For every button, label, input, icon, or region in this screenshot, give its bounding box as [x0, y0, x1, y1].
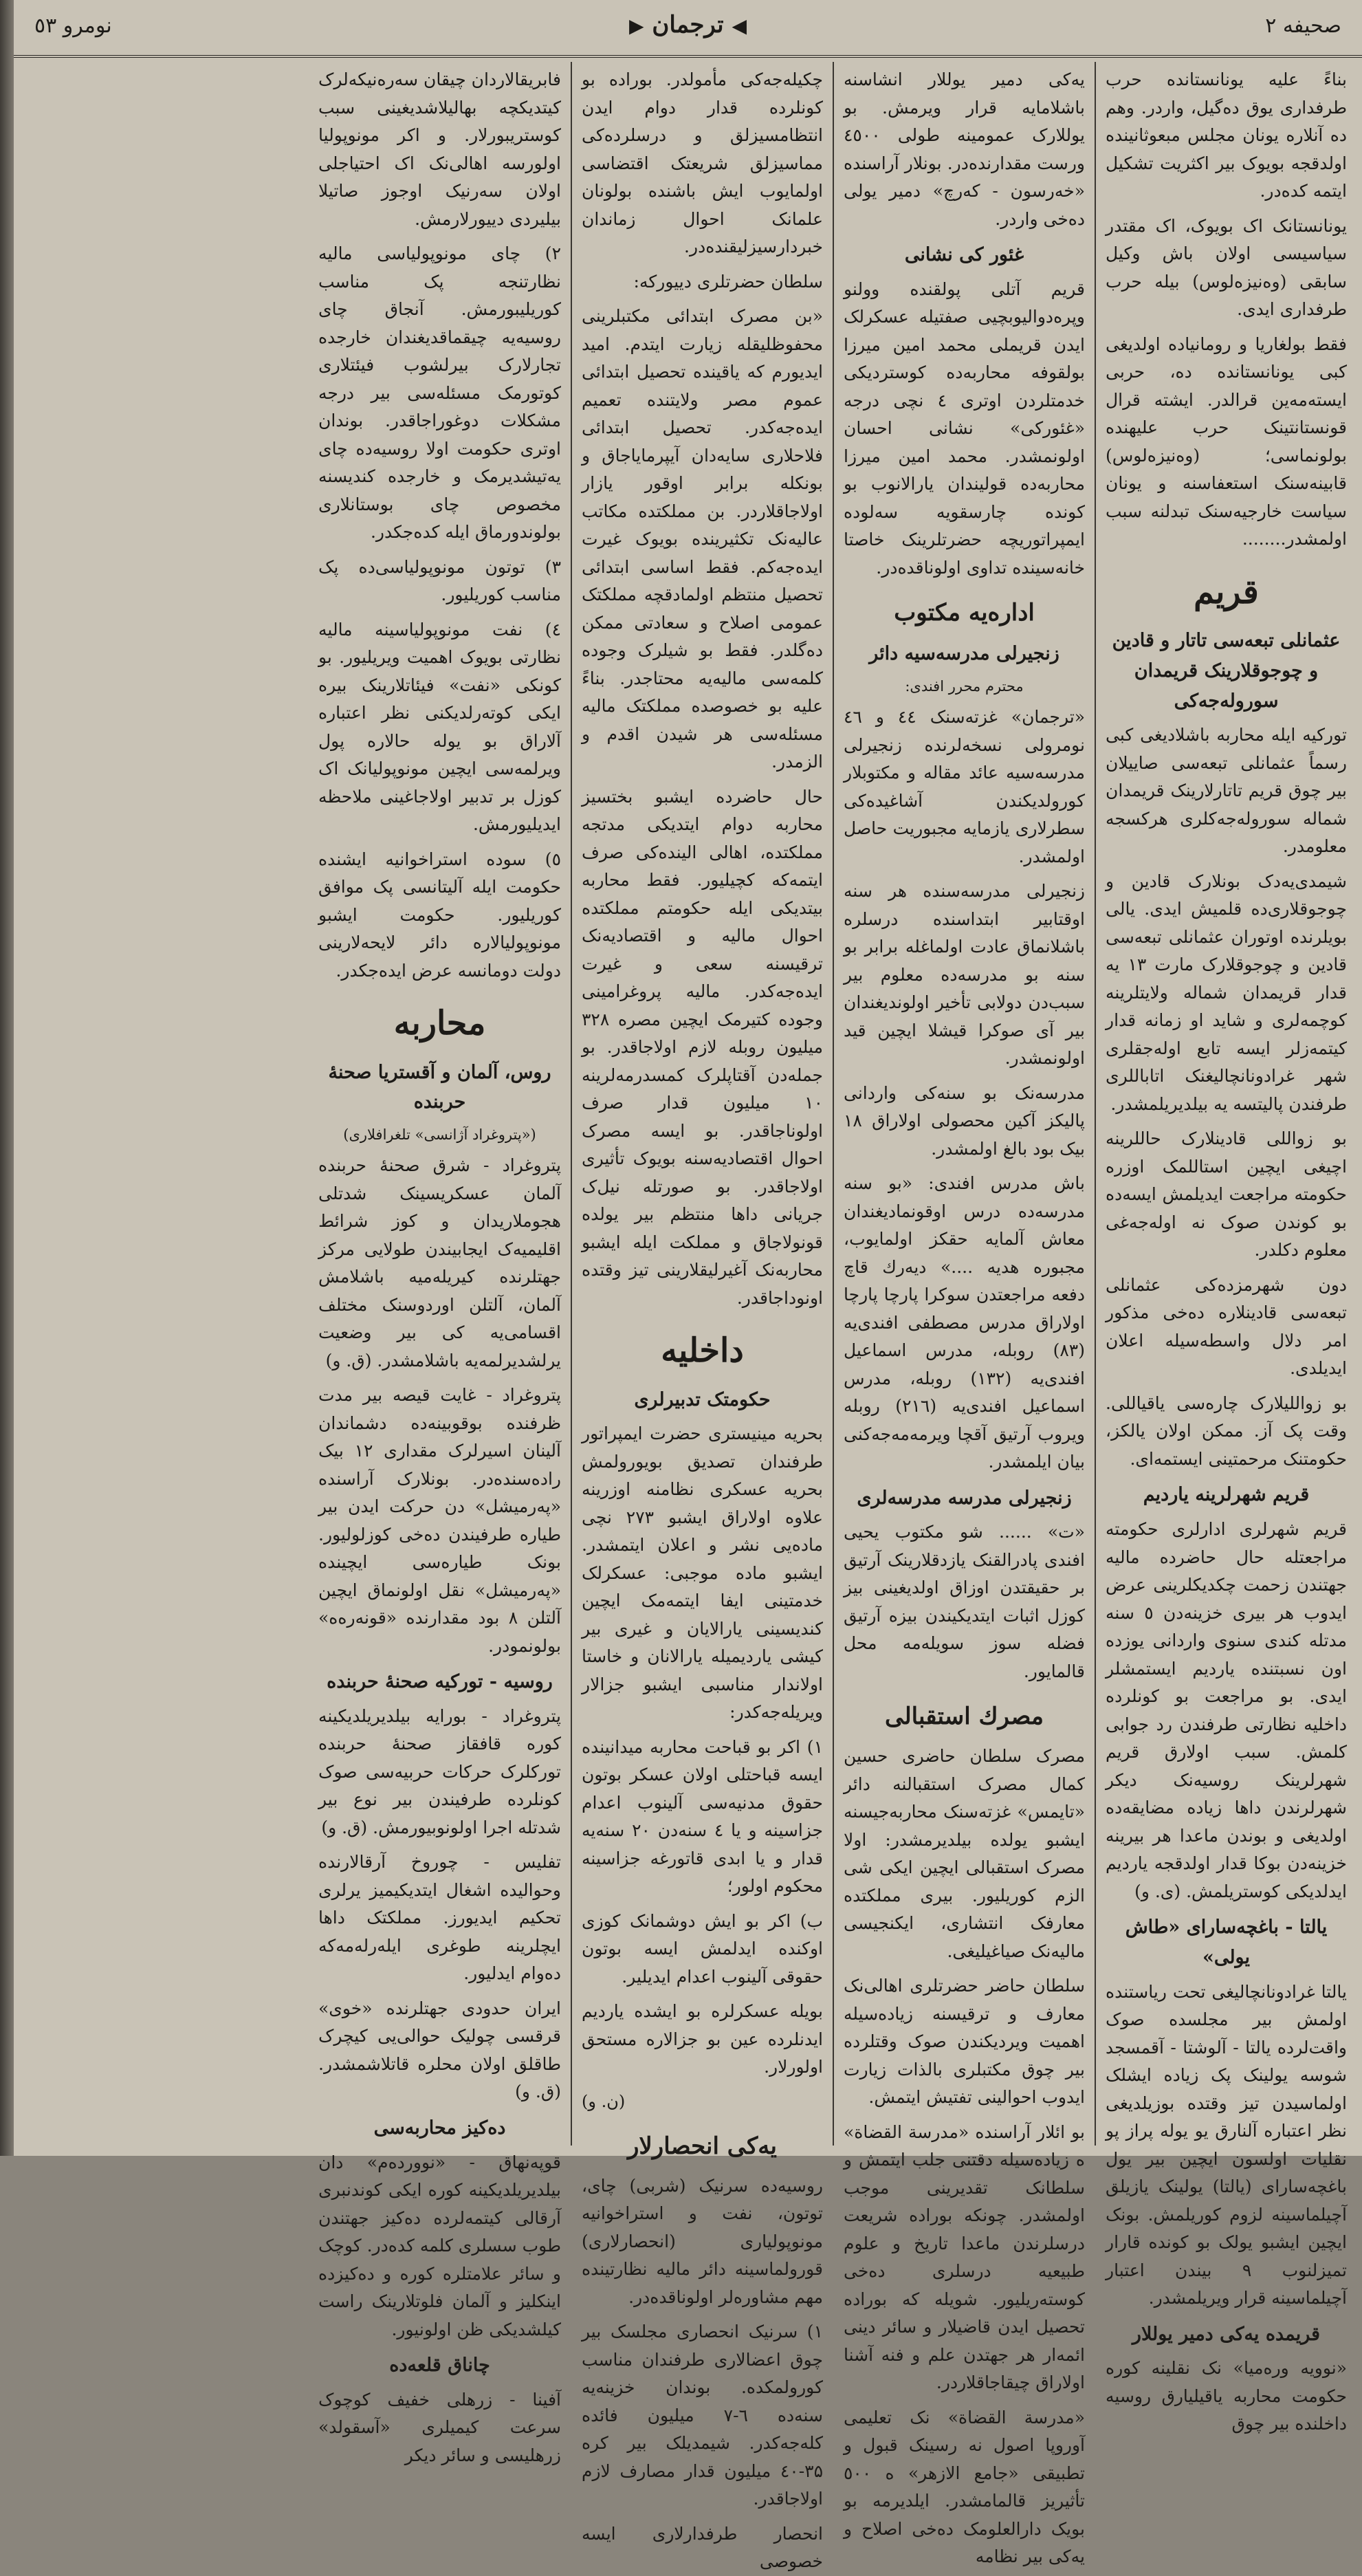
section-heading: محاربه	[393, 1004, 486, 1043]
article-paragraph: «بن مصرک ابتدائی مکتبلرینی محفوظلیقله زیارت ایتدم. امید ایدیورم که یاقینده تحصیل ابتدائی عموم مصر ولایتنده تعمیم ایده‌جه‌کدر. تحصیل ابتدائی فلاحلاری سایه‌دان آیپرمایاجاق و بونکله برابر اوقور یازار اولاجاقلاردر. بن مملکتده مکاتب عالیه‌نک تکثیرینده بویوک غیرت ایده‌جه‌کم. فقط اساسی ابتدائی تحصیل منتظم اولمادقچه مملکتک عمومی اصلاح و سعادتی ممکن ده‌گلدر. فقط بو شیلرک وجوده کلمه‌سی مالیه‌یه محتاجدر. بناءً علیه بو خصوصده مملکتک مالیه مسئله‌سی هر شیدن اقدم و الزمدر.	[582, 306, 823, 772]
section-heading: مصرك استقبالی	[884, 1703, 1044, 1731]
newspaper-name: ترجمان	[652, 11, 724, 39]
article-headline: قریم شهرلرینه یاردیم	[1143, 1484, 1310, 1506]
article-paragraph: ۳) توتون مونوپولیاسی‌ده پک مناسب کوریلیور.	[318, 556, 561, 604]
article-paragraph: بو ائلار آراسنده «مدرسة القضاة» ه زیاده‌سیله دقتنی جلب ایتمش و سلطانک تقدیرینی موجب اولمشدر. چونکه بوراده شریعت درسلرندن ماعدا تاریخ و علوم طبیعیه درسلری ده‌خی کوسته‌ریلیور. شویله که بوراده تحصیل ایدن قاضیلار و سائر دینی ائمه‌ار هر جهتدن علم و فنه آشنا اولاراق چیقاجاقلاردر.	[844, 2121, 1085, 2393]
article-headline: یالتا - باغچه‌سارای «طاش یولی»	[1125, 1917, 1328, 1968]
article-paragraph: بویله عسکرلره بو ایشده یاردیم ایدنلرده عین بو جزالاره مستحق اولورلار.	[582, 2001, 823, 2077]
source-signature: (ن. و)	[582, 2091, 626, 2111]
arrow-right-icon: ◀	[732, 14, 747, 37]
article-paragraph: حال حاضرده ایشبو بختسیز محاربه دوام ایتدیکی مدتجه مملکتده، اهالی الینده‌کی صرف ایتمه‌که کچیلیور. فقط محاربه بیتدیکی ایله حکومتم مملکتده احوال مالیه و اقتصادیه‌نک ترقیسنه سعی و غیرت ایده‌جه‌کدر. مالیه پروغرامینی وجوده کتیرمک ایچین مصره ۳۲۸ میلیون روبله لازم اولاجاقدر. بو جمله‌دن آقتاپلرک کمسدرمه‌لرینه ۱۰ میلیون قدار صرف اولوناجاقدر. بو ایسه مصرک احوال اقتصادیه‌سنه بویوک تأثیری اولاجاقدر. بو صورتله نیل‌ک جریانی داها منتظم بیر یولده قونولاجاق و مملکت ایله ایشبو محاربه‌نک آغیرلیقلارینی تیز وقتده اونوداجاقدر.	[582, 786, 823, 1308]
article-paragraph: باش مدرس افندی: «بو سنه مدرسه‌ده درس اوقونمادیغندان معاش آلمایه حقکز اولمایوب، مجبوره هدیه ....» دیه‌رك قاچ دفعه مراجعتدن سوکرا پارچا پارچا اولاراق مدرس مصطفی افندی‌یه (۸۳) روبله، مدرس اسماعیل افندی‌یه (۱۳۲) روبله، مدرس اسماعیل افندی‌یه (۲۱٦) روبله ویروب آرتیق آقچا ویرمه‌مه‌جه‌کنی بیان ایلمشدر.	[844, 1173, 1086, 1472]
page-number: صحیفه ۲	[1265, 14, 1341, 38]
article-paragraph: مصرک سلطان حاضری حسین کمال مصرک استقبالنه دائر «تایمس» غزته‌سنک محاربه‌جیسنه ایشبو یولده بیلدیرمشدر: اولا مصرک استقبالی ایچین ایکی شی الزم کوریلیور. بیری مملکتده معارفک انتشاری، ایکنجیسی مالیه‌نک صیاغیلیغی.	[844, 1746, 1085, 1961]
newspaper-page	[14, 0, 1362, 2572]
article-paragraph: دون شهرمزده‌کی عثمانلی تبعه‌سی قادینلاره ده‌خی مذکور امر دلال واسطه‌سیله اعلان ایدیلدی.	[1106, 1274, 1347, 1379]
column-3	[571, 62, 833, 2572]
article-headline: غئور کی نشانی	[904, 244, 1024, 265]
article-paragraph: بحریه مینیستری حضرت ایمپراتور طرفندان تصدیق بویورولمش بحریه عسکری نظامنه اوزرینه علاوه اولاراق ایشبو ۲۷۳ نچی ماده‌یی نشر و اعلان ایتمشدر. ایشبو ماده موجبی: عسکرلک خدمتینی ایفا ایتمه‌مک ایچین کندیسینی یارالایان و غیری بیر کیشی یاردیمیله یارالانان و خاستا اولاندار منا‌سبی ایشبو جزالار ویریله‌جه‌کدر:	[582, 1423, 824, 1723]
article-paragraph: «ترجمان» غزته‌سنک ٤٤ و ٤٦ نومرولی نسخه‌لرنده زنجیرلی مدرسه‌سیه عائد مقاله و مکتوبلار کورولدیکندن آشاغیده‌کی سطرلاری یازمایه مجبوریت حاصل اولمشدر.	[844, 707, 1085, 866]
article-paragraph: آفینا - زرهلی خفیف کوچوک سرعت کیمیلری «آسقولد» زرهلیسی و سائر دیکر	[318, 2389, 561, 2465]
article-paragraph: یه‌کی دمیر یوللار انشاسنه باشلامایه قرار ویرمش. بو یوللارک عمومینه طولی ٤٥٠٠ ورست مقدارنده‌در. بونلار آراسنده «خه‌رسون - که‌رچ» دمیر یولی ده‌خی واردر.	[844, 69, 1085, 229]
article-paragraph: بو زواللی قادینلارک حاللرینه اچیغی ایچین استاللمک اوزره حکومته مراجعت ایدیلمش ایسه‌ده بو کوندن صوک نه اوله‌جه‌غی معلوم دکلدر.	[1106, 1128, 1347, 1260]
article-paragraph: پتروغراد - بورایه بیلدیریلدیکینه کوره قافقاز صحنهٔ حربنده تورکلرک حرکات حربیه‌سی صوک کونلرده طرفیندن بیر نوع بیر شدتله اجرا اولونوبیورمش. (ق. و)	[318, 1705, 561, 1837]
article-paragraph: پتروغراد - غایت قیصه بیر مدت ظرفنده بوقوبینه‌ده دشماندان آلینان اسیرلرک مقداری ۱۲ بیک راده‌سنده‌در. بونلارک آراسنده «په‌رمیشل» دن حرکت ایدن بیر طیاره طرفیندن ده‌خی کوزلولیور. بونک طیاره‌سی ایچینده «په‌رمیشل» نقل اولونماق ایچین آلتلن ۸ بود مقدارنده «قونه‌ره‌ه» بولونمودر.	[318, 1385, 561, 1656]
section-heading: یه‌کی انحصارلار	[628, 2132, 777, 2160]
article-paragraph: یونانستانک اک بویوک، اک مقتدر سیاسیسی اولان باش وکیل سابقی (وه‌نیزه‌لوس) بیله حرب طرفداری ایدی.	[1106, 215, 1347, 319]
article-paragraph: چکیله‌جه‌کی مأمولدر. بوراده بو کونلرده قدار دوام ایدن انتظامسیزلق و درسلرده‌کی مماسیزلق شریعتک اقتضاسی اولمایوب ایش باشنده بولونان علمانک احوال زماندان خبردارسیزلیقنده‌در.	[582, 69, 823, 256]
article-headline: ده‌کیز محاربه‌سی	[373, 2117, 506, 2139]
column-4	[309, 62, 571, 2465]
article-paragraph: سلطان حضرتلری دییورکه:	[633, 271, 823, 292]
article-paragraph: بناءً علیه یونانستانده حرب طرفداری یوق ده‌گیل، واردر. وهم ده آنلاره یونان مجلس مبعوثانینده اولدقجه بویوک بیر اکثریت تشکیل ایتمه کده‌در.	[1106, 69, 1347, 201]
article-paragraph: روسیه‌ده سرنیک (شربی) چای، توتون، نفت و استراخوانیه مونوپولیاری (انحصارلاری) قورولماسینه دائر مالیه نظارتینده مهم مشاوره‌لر اولوناقده‌در.	[582, 2175, 823, 2307]
scan-edge	[0, 0, 14, 2156]
article-paragraph: شیمدی‌یه‌دک بونلارک قادین و چوجوقلاری‌ده قلمیش ایدی. یالی بویلرنده اوتوران عثمانلی تبعه‌سی قادین و چوجوقلارک مارت ۱۳ یه قدار قریمدان شماله ولایتلرینه کوچمه‌لری و شاید او زمانه قدار کیتمه‌زلر ایسه تابع اوله‌جقلری شهر غرادونانچالیغنک اتاباللری طرفندن پالیتسه یه بیلدیریلمشدر.	[1106, 871, 1347, 1114]
article-paragraph: «نوویه وره‌میا» نک نقلینه کوره حکومت محاربه یاقیلیارق روسیه داخلنده بیر چوق	[1106, 2358, 1347, 2434]
article-paragraph: تفلیس - چوروخ آرقالارنده وحوالیده اشغال ایتدیکیمیز یرلری تحکیم ایدیورز. مملکتک داها ایچلرینه طوغری ایله‌رله‌مه‌که ده‌وام ایدلیور.	[318, 1852, 561, 1984]
article-paragraph: ۱) اکر بو قباحت محاربه میدانینده ایسه قباحتلی اولان عسکر بوتون حقوق مدنیه‌سی آلینوب اعدام جزاسینه و یا ٤ سنه‌دن ۲۰ سنه‌یه قدار و یا ابدی قاتورغه جزاسینه محکوم اولور؛	[582, 1736, 824, 1897]
article-byline: محترم محرر افندی:	[905, 678, 1024, 695]
article-paragraph: بو زواللیلارک چاره‌سی یاقیاللی. وقت پک آز. ممکن اولان یالکز، حکومتنک مرحمتینی ایستمه‌ای.	[1106, 1393, 1347, 1469]
section-heading: اداره‌یه مکتوب	[894, 599, 1035, 627]
article-paragraph: ٥) سوده استراخوانیه ایشنده حکومت ایله آلیتانسی پک موافق کوریلیور. حکومت ایشبو مونوپولیالاره دائر لایحه‌لارینی دولت دومانسه عرض ایده‌جکدر.	[318, 849, 561, 981]
article-paragraph: «مدرسة القضاة» نک تعلیمی آوروپا اصول نه رسینک قبول و تطبیقی «جامع الازهر» ه ٥٠٠ تأثیریز قالمامشدر. ایلدیرمه بو بویک دارالعلومک ده‌خی اصلاح و یه‌کی بیر نظامه	[844, 2407, 1085, 2567]
column-2	[833, 62, 1095, 2567]
article-headline: زنجیرلی مدرسه مدرسه‌لری	[857, 1487, 1072, 1509]
article-headline: روس، آلمان و آقستریا صحنهٔ حربنده	[328, 1061, 551, 1113]
article-paragraph: انحصار طرفدارلاری ایسه خصوصی	[582, 2523, 823, 2572]
article-headline: حکومتک تدبیرلری	[634, 1388, 771, 1410]
article-paragraph: پتروغراد - شرق صحنهٔ حربنده آلمان عسکریسینک شدتلی هجوملاریدان و کوز شرائط اقلیمیه‌ک ایجابیندن طولایی مرکز جهتلرنده کیریله‌میه باشلامش آلمان، آلتلن اوردوسنک مختلف اقسامی‌یه کی بیر وضعیت یرلشدیرلمه‌یه باشلامشدر. (ق. و)	[318, 1155, 561, 1371]
article-paragraph: یالتا غرادونانچالیغی تحت ریاستنده اولمش بیر مجلسده صوک واقت‌لرده یالتا - آلوشتا - آقمسجد شوسه یولینک پک زیاده ایشلک اولماسیدن تیز وقتده بوزیلدیغی نظر اعتباره آلنارق یو یوله پراز پو نقلیات اولسون ایچین بیر یول باغچه‌سارای (یالتا) یولینک یازیلق آچیلماسینه لزوم کوریلمش. بونک ایچین ایشبو یولک بو کونده قارار تمیزلنوب ۹ بیندن اعتبار آچیلماسینه قرار ویریلمشدر.	[1106, 1981, 1347, 2308]
article-paragraph: ب) اکر بو ایش دوشمانک کوزی اوکنده ایدلمش ایسه بوتون حقوقی آلینوب اعدام ایدیلیر.	[582, 1910, 823, 1987]
newspaper-title	[14, 11, 1362, 39]
section-heading: داخلیه	[661, 1331, 744, 1370]
arrow-left-icon: ▶	[628, 14, 644, 37]
article-paragraph: ٤) نفت مونوپولیاسینه مالیه نظارتی بویوک اهمیت ویریلیور. بو کونکی «نفت» فیئاتلارینک بیره ایکی کوته‌رلدیکنی نظر اعتباره آلاراق بو یوله حالاره پول ویرلمه‌سی ایچین مونوپولیانک اک کوزل بر تدبیر اولاجاغینی ملاحظه ایدیلیورمش.	[318, 619, 561, 834]
article-paragraph: فابریقالاردان چیقان سه‌ره‌نیکه‌لرک کیتدیکچه بهالیلاشدیغینی سبب کوستریبورلار. و اکر مونوپولیا اولورسه اهالی‌نک اک احتیاجلی اولان سه‌رنیک اوجوز صاتیلا بیلیردی دییورلارمش.	[318, 69, 561, 229]
article-headline: چاناق قلعه‌ده	[389, 2355, 490, 2377]
column-1	[1095, 62, 1356, 2434]
article-paragraph: قوپه‌نهاق - «نوورده‌م» دان بیلدیریلدیکینه کوره ایکی کوندنبری آرقالی کیتمه‌لرده ده‌کیز جهتندن طوب سسلری کلمه کده‌در. کوچک و سائر علامتلره کوره و ده‌کیزده اینکلیز و آلمان فلوتلارینک راست کیلشدیکی ظن اولونیور.	[318, 2152, 561, 2339]
article-paragraph: مدرسه‌نک بو سنه‌کی واردانی پالیکز آکین محصولی اولاراق ۱۸ بیک بود بالغ اولمشدر.	[844, 1082, 1085, 1159]
article-paragraph: قریم شهرلری ادارلری حکومته مراجعتله حال حاضرده مالیه جهتندن زحمت چکدیکلرینی عرض ایدوب هر بیری خزینه‌دن ٥ سنه مدتله کندی سنوی واردانی یوزده اون نسبتنده یاردیم ایستمشلر ایدی. بو مراجعت بو کونلرده داخلیه نظارتی طرفندن رد جوابی کلمش. سبب اولارق قریم شهرلرینک روسیه‌نک دیکر شهرلرندن داها زیاده مضایقه‌ده اولدیغی و بوندن ماعدا هر بیرینه خزینه‌دن بوکا قدار اولدقجه یاردیم ایدلدیکی کوستریلمش. (ی. و)	[1106, 1519, 1347, 1901]
article-paragraph: تورکیه ایله محاربه باشلادیغی کبی رسماً عثمانلی تبعه‌سی صاییلان بیر چوق قریم تاتارلارینک قریمدان شماله سوروله‌جه‌کلری هرکسجه معلومدر.	[1106, 725, 1347, 857]
section-heading: قریم	[1194, 572, 1259, 611]
article-byline: («پتروغراد آژانسی» تلغرافلاری)	[343, 1126, 536, 1144]
article-paragraph: ۱) سرنیک انحصاری مجلسک بیر چوق اعضالاری طرفندان مناسب کورولمکده. بوندان خزینه‌یه سنه‌ده ٦-۷ میلیون فائده کله‌جه‌کدر. شیمدیلک بیر کره ۳۵-٤۰ میلیون قدار مصارف لازم اولاجاقدر.	[582, 2322, 823, 2509]
article-paragraph: زنجیرلی مدرسه‌سنده هر سنه اوقتابیر ابتداسنده درسلره باشلانماق عادت اولماغله برابر بو سنه بو مدرسه‌ده معلوم بیر سبب‌دن دولابی تأخیر اولوندیغندان بیر آی صوکرا قیشلا ایچین قید اولونمشدر.	[844, 881, 1085, 1069]
article-paragraph: سلطان حاضر حضرتلری اهالی‌نک معارف و ترقیسنه زیاده‌سیله اهمیت ویردیکندن صوک وقتلرده بیر چوق مکتبلری بالذات زیارت ایدوب احوالینی تفتیش ایتمش.	[844, 1976, 1085, 2108]
article-paragraph: «ت» ...... شو مکتوب یحیی افندی پادرالقنک یازدقلارینک آرتیق بر حقیقتدن اوزاق اولدیغینی بیز کوزل اثبات ایتدیکیندن بیزه آرتیق فضله سوز سویله‌مه محل قالمایور.	[844, 1522, 1085, 1681]
article-paragraph: قریم آتلی پولقنده وولنو وپره‌دوالیوبچیی صفتیله عسکرلک ایدن قریملی محمد امین میرزا بولقوفه محاربه‌ده کوستردیکی خدمتلردن اوتری ٤ نچی درجه «غئورکی» نشانی احسان اولونمشدر. محمد امین میرزا محاربه‌ده قولیندان یارالانوب بو کونده چارسقویه سه‌لوده ایمپراتوریچه حضرتلرینک خاصتا خانه‌سینده تداوی اولوناقده‌در.	[844, 279, 1086, 578]
article-headline: عثمانلی تبعه‌سی تاتار و قادین و چوجوقلارینک قریمدان سوروله‌جه‌کی	[1112, 630, 1341, 712]
article-paragraph: ایران حدودی جهتلرنده «خوی» قرقسی چولیک حوالی‌یی کیچرک طاقلق اولان محلره قاتلاشمشدر. (ق. و)	[318, 1998, 561, 2102]
article-columns	[19, 62, 1356, 2572]
article-paragraph: فقط بولغاریا و رومانیاده اولدیغی کبی یونانستانده ده، حربی ایسته‌مه‌ین قرالدر. ایشته قرال قونستانتینک حرب علیهنده بولونماسی؛ (وه‌نیزه‌لوس) قابینه‌سنک استعفاسنه و یونان سیاست خارجیه‌سنک تبدلنه سبب اولمشدر........	[1106, 334, 1347, 549]
issue-number: نومرو ٥٣	[34, 14, 112, 38]
article-headline: روسیه - تورکیه صحنهٔ حربنده	[327, 1671, 553, 1693]
article-headline: زنجیرلی مدرسه‌سیه دائر	[869, 643, 1059, 665]
masthead	[14, 0, 1362, 58]
article-paragraph: ۲) چای مونوپولیاسی مالیه نظارتنجه پک مناسب کوریلیبورمش. آنجاق چای روسیه‌یه چیقماقدیغندان خارجده تجارلارک بیرلشوب فیئتلاری کوتورمک مسئله‌سی بیر درجه مشکلات دوغوراجاقدر. بوندان اوتری حکومت اولا روسیه‌ده چای یه‌تیشدیرمک و خارجده کندیسنه مخصوص چای بوستانلاری بولوندورماق ایله کده‌جکدر.	[318, 243, 561, 542]
article-headline: قریمده یه‌کی دمیر یوللار	[1132, 2323, 1321, 2345]
